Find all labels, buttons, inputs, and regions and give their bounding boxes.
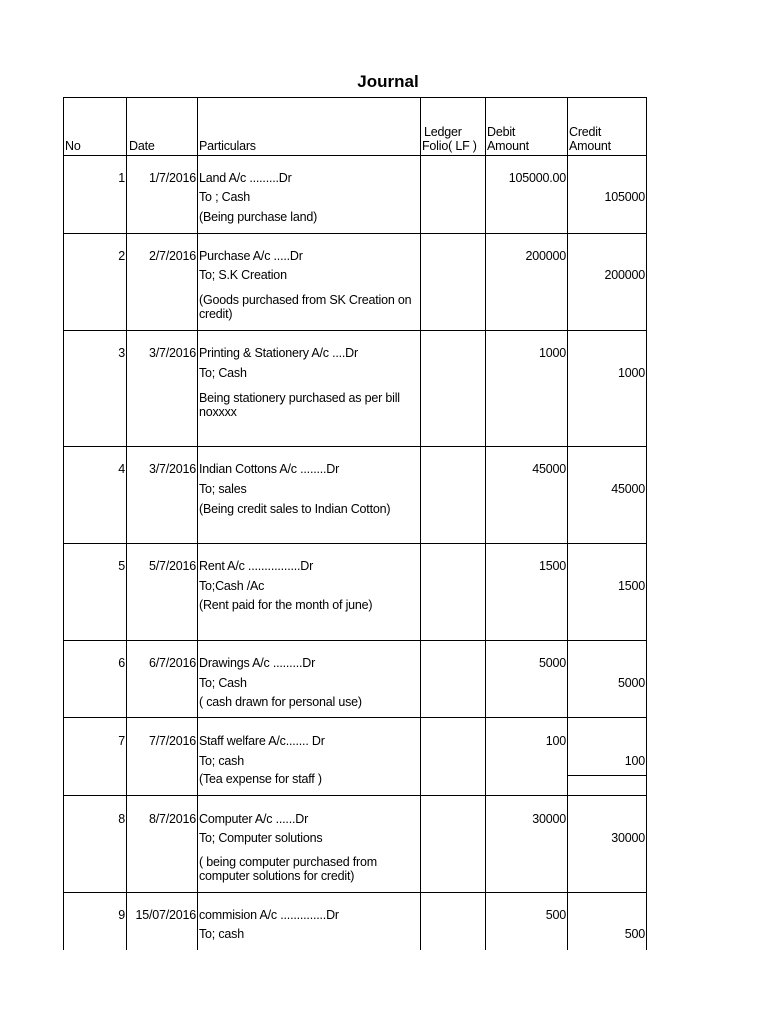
- grid-row-line: [63, 543, 647, 544]
- entry-credit-account: To; Cash: [199, 366, 247, 380]
- entry-credit-account: To; cash: [199, 754, 244, 768]
- entry-credit-account: To;Cash /Ac: [199, 579, 265, 593]
- header-credit-line2: Amount: [569, 139, 611, 153]
- entry-no: 8: [118, 812, 125, 826]
- entry-credit-amount: 105000: [604, 190, 645, 204]
- entry-no: 6: [118, 656, 125, 670]
- entry-credit-amount: 100: [624, 754, 645, 768]
- entry-credit-amount: 5000: [617, 676, 645, 690]
- header-lf-line2: Folio( LF ): [422, 139, 477, 153]
- entry-credit-account: To; sales: [199, 482, 247, 496]
- header-lf-line1: Ledger: [424, 125, 462, 139]
- entry-narration: (Tea expense for staff ): [199, 772, 322, 786]
- grid-row-line: [63, 640, 647, 641]
- entry-narration: Being stationery purchased as per bill noxxxx: [199, 391, 400, 419]
- entry-debit-amount: 100: [545, 734, 566, 748]
- entry-date: 8/7/2016: [148, 812, 196, 826]
- entry-debit-account: Printing & Stationery A/c ....Dr: [199, 346, 358, 360]
- grid-row-line: [63, 717, 647, 718]
- entry-debit-account: Rent A/c ................Dr: [199, 559, 314, 573]
- entry-debit-amount: 200000: [525, 249, 566, 263]
- entry-no: 9: [118, 908, 125, 922]
- entry-debit-account: Drawings A/c .........Dr: [199, 656, 316, 670]
- entry-narration: (Goods purchased from SK Creation on credit): [199, 293, 412, 321]
- entry-date: 1/7/2016: [148, 171, 196, 185]
- entry-debit-account: Indian Cottons A/c ........Dr: [199, 462, 340, 476]
- entry-narration: ( being computer purchased from computer solutions for credit): [199, 855, 377, 883]
- grid-row-line: [63, 330, 647, 331]
- entry-no: 2: [118, 249, 125, 263]
- page-title: Journal: [357, 72, 419, 91]
- header-debit-line1: Debit: [487, 125, 516, 139]
- grid-row-line: [63, 446, 647, 447]
- header-credit-line1: Credit: [569, 125, 602, 139]
- entry-date: 15/07/2016: [135, 908, 196, 922]
- entry-no: 3: [118, 346, 125, 360]
- grid-col-line: [420, 97, 421, 950]
- entry-narration: (Rent paid for the month of june): [199, 598, 373, 612]
- entry-debit-account: commision A/c ..............Dr: [199, 908, 339, 922]
- entry-credit-amount: 45000: [611, 482, 645, 496]
- entry-date: 2/7/2016: [148, 249, 196, 263]
- entry-debit-amount: 30000: [532, 812, 566, 826]
- entry-credit-account: To; Computer solutions: [199, 831, 323, 845]
- entry-debit-amount: 1000: [538, 346, 566, 360]
- entry-credit-amount: 200000: [604, 268, 645, 282]
- entry-date: 3/7/2016: [148, 462, 196, 476]
- grid-col-line: [197, 97, 198, 950]
- header-debit-line2: Amount: [487, 139, 529, 153]
- entry-no: 1: [118, 171, 125, 185]
- header-particulars: Particulars: [199, 139, 256, 153]
- entry-narration: (Being credit sales to Indian Cotton): [199, 502, 391, 516]
- grid-row-line: [63, 155, 647, 156]
- entry-debit-amount: 105000.00: [508, 171, 566, 185]
- entry-debit-amount: 1500: [538, 559, 566, 573]
- grid-row-line: [63, 97, 647, 98]
- header-date: Date: [129, 139, 155, 153]
- entry-debit-amount: 5000: [538, 656, 566, 670]
- entry-no: 4: [118, 462, 125, 476]
- entry-credit-amount: 1000: [617, 366, 645, 380]
- entry-credit-account: To ; Cash: [199, 190, 251, 204]
- credit-subtotal-line: [567, 775, 647, 776]
- entry-debit-account: Land A/c .........Dr: [199, 171, 292, 185]
- entry-no: 7: [118, 734, 125, 748]
- entry-date: 3/7/2016: [148, 346, 196, 360]
- entry-debit-account: Staff welfare A/c....... Dr: [199, 734, 325, 748]
- entry-credit-amount: 500: [624, 927, 645, 941]
- entry-debit-amount: 500: [545, 908, 566, 922]
- entry-no: 5: [118, 559, 125, 573]
- entry-credit-amount: 30000: [611, 831, 645, 845]
- grid-row-line: [63, 795, 647, 796]
- entry-credit-account: To; cash: [199, 927, 244, 941]
- entry-credit-account: To; Cash: [199, 676, 247, 690]
- entry-date: 6/7/2016: [148, 656, 196, 670]
- grid-row-line: [63, 892, 647, 893]
- entry-narration: (Being purchase land): [199, 210, 318, 224]
- entry-narration: ( cash drawn for personal use): [199, 695, 362, 709]
- grid-row-line: [63, 233, 647, 234]
- entry-date: 7/7/2016: [148, 734, 196, 748]
- entry-credit-account: To; S.K Creation: [199, 268, 287, 282]
- grid-col-line: [567, 97, 568, 950]
- entry-debit-account: Purchase A/c .....Dr: [199, 249, 303, 263]
- entry-debit-account: Computer A/c ......Dr: [199, 812, 309, 826]
- entry-date: 5/7/2016: [148, 559, 196, 573]
- entry-credit-amount: 1500: [617, 579, 645, 593]
- grid-col-line: [646, 97, 647, 950]
- header-no: No: [65, 139, 81, 153]
- entry-debit-amount: 45000: [532, 462, 566, 476]
